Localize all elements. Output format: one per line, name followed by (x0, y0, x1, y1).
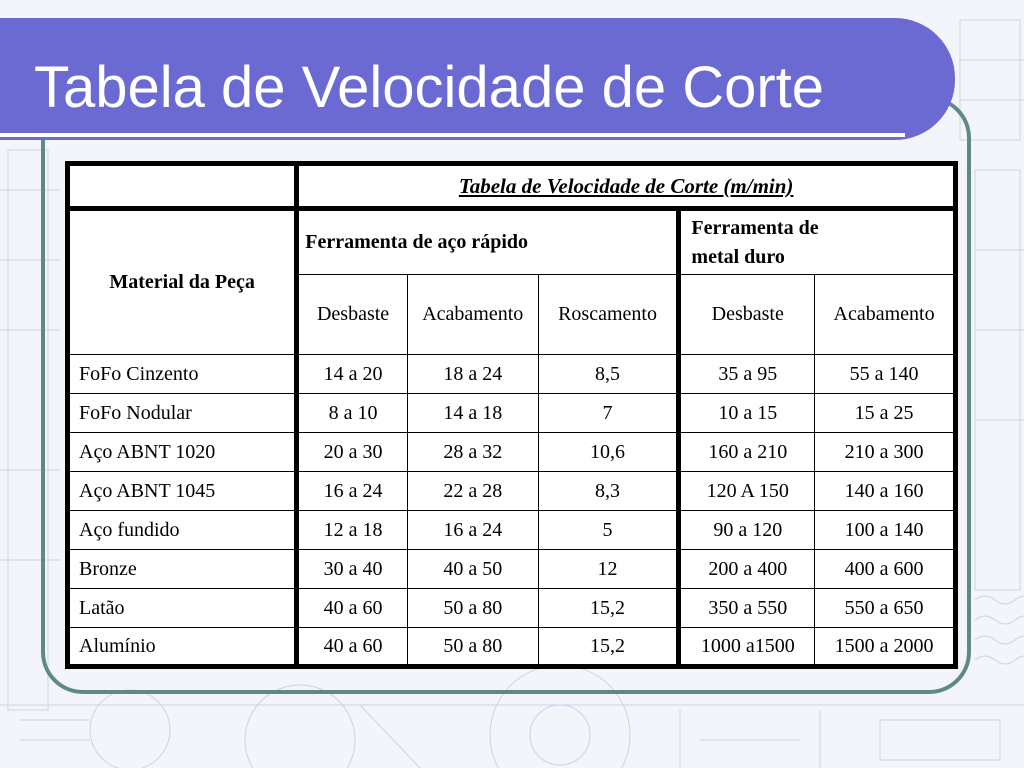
table-row (68, 589, 956, 628)
md-desbaste-cell: 90 a 120 (679, 511, 815, 550)
md-desbaste-cell: 200 a 400 (679, 550, 815, 589)
md-desbaste-cell: 1000 a1500 (679, 628, 815, 667)
hss-roscamento-cell: 5 (538, 511, 679, 550)
hss-desbaste-cell: 40 a 60 (297, 628, 408, 667)
md-acabamento-cell: 140 a 160 (815, 472, 956, 511)
subheader-hss-acabamento: Acabamento (407, 275, 538, 355)
hss-group-header: Ferramenta de aço rápido (297, 209, 679, 275)
md-desbaste-cell: 120 A 150 (679, 472, 815, 511)
table-row (68, 355, 956, 394)
material-cell: Alumínio (68, 628, 297, 667)
md-desbaste-cell: 10 a 15 (679, 394, 815, 433)
md-desbaste-cell: 35 a 95 (679, 355, 815, 394)
subheader-md-desbaste: Desbaste (679, 275, 815, 355)
group-header-row (68, 209, 956, 275)
title-bar (0, 18, 955, 140)
md-acabamento-cell: 210 a 300 (815, 433, 956, 472)
title-underline (0, 133, 905, 137)
subheader-hss-desbaste: Desbaste (297, 275, 408, 355)
hss-roscamento-cell: 8,3 (538, 472, 679, 511)
hss-desbaste-cell: 12 a 18 (297, 511, 408, 550)
table-caption: Tabela de Velocidade de Corte (m/min) (458, 173, 794, 198)
hss-desbaste-cell: 40 a 60 (297, 589, 408, 628)
hss-acabamento-cell: 18 a 24 (407, 355, 538, 394)
material-header: Material da Peça (68, 209, 297, 355)
hss-acabamento-cell: 14 a 18 (407, 394, 538, 433)
md-acabamento-cell: 1500 a 2000 (815, 628, 956, 667)
material-cell: Aço ABNT 1045 (68, 472, 297, 511)
table-row (68, 511, 956, 550)
table-row (68, 628, 956, 667)
hss-acabamento-cell: 50 a 80 (407, 628, 538, 667)
hss-acabamento-cell: 40 a 50 (407, 550, 538, 589)
md-desbaste-cell: 350 a 550 (679, 589, 815, 628)
material-cell: FoFo Cinzento (68, 355, 297, 394)
carbide-group-header (679, 209, 956, 275)
md-acabamento-cell: 15 a 25 (815, 394, 956, 433)
hss-acabamento-cell: 28 a 32 (407, 433, 538, 472)
table-container (65, 161, 958, 669)
table-caption-cell (297, 164, 956, 209)
material-cell: Bronze (68, 550, 297, 589)
table-row (68, 550, 956, 589)
material-cell: Aço fundido (68, 511, 297, 550)
hss-acabamento-cell: 16 a 24 (407, 511, 538, 550)
hss-desbaste-cell: 30 a 40 (297, 550, 408, 589)
material-cell: FoFo Nodular (68, 394, 297, 433)
hss-acabamento-cell: 50 a 80 (407, 589, 538, 628)
hss-roscamento-cell: 15,2 (538, 628, 679, 667)
md-acabamento-cell: 400 a 600 (815, 550, 956, 589)
hss-roscamento-cell: 8,5 (538, 355, 679, 394)
cutting-speed-table (65, 161, 958, 669)
md-desbaste-cell: 160 a 210 (679, 433, 815, 472)
md-acabamento-cell: 550 a 650 (815, 589, 956, 628)
empty-corner-cell (68, 164, 297, 209)
hss-roscamento-cell: 7 (538, 394, 679, 433)
table-row (68, 394, 956, 433)
hss-roscamento-cell: 10,6 (538, 433, 679, 472)
md-acabamento-cell: 100 a 140 (815, 511, 956, 550)
hss-desbaste-cell: 20 a 30 (297, 433, 408, 472)
hss-roscamento-cell: 12 (538, 550, 679, 589)
subheader-hss-roscamento: Roscamento (538, 275, 679, 355)
hss-acabamento-cell: 22 a 28 (407, 472, 538, 511)
hss-roscamento-cell: 15,2 (538, 589, 679, 628)
hss-desbaste-cell: 16 a 24 (297, 472, 408, 511)
hss-desbaste-cell: 8 a 10 (297, 394, 408, 433)
material-cell: Latão (68, 589, 297, 628)
md-acabamento-cell: 55 a 140 (815, 355, 956, 394)
material-cell: Aço ABNT 1020 (68, 433, 297, 472)
slide-title: Tabela de Velocidade de Corte (34, 55, 825, 120)
table-row (68, 433, 956, 472)
hss-desbaste-cell: 14 a 20 (297, 355, 408, 394)
carbide-group-header-line1: Ferramenta de (691, 216, 819, 239)
caption-row (68, 164, 956, 209)
table-row (68, 472, 956, 511)
subheader-md-acabamento: Acabamento (815, 275, 956, 355)
carbide-group-header-line2: metal duro (691, 245, 785, 268)
